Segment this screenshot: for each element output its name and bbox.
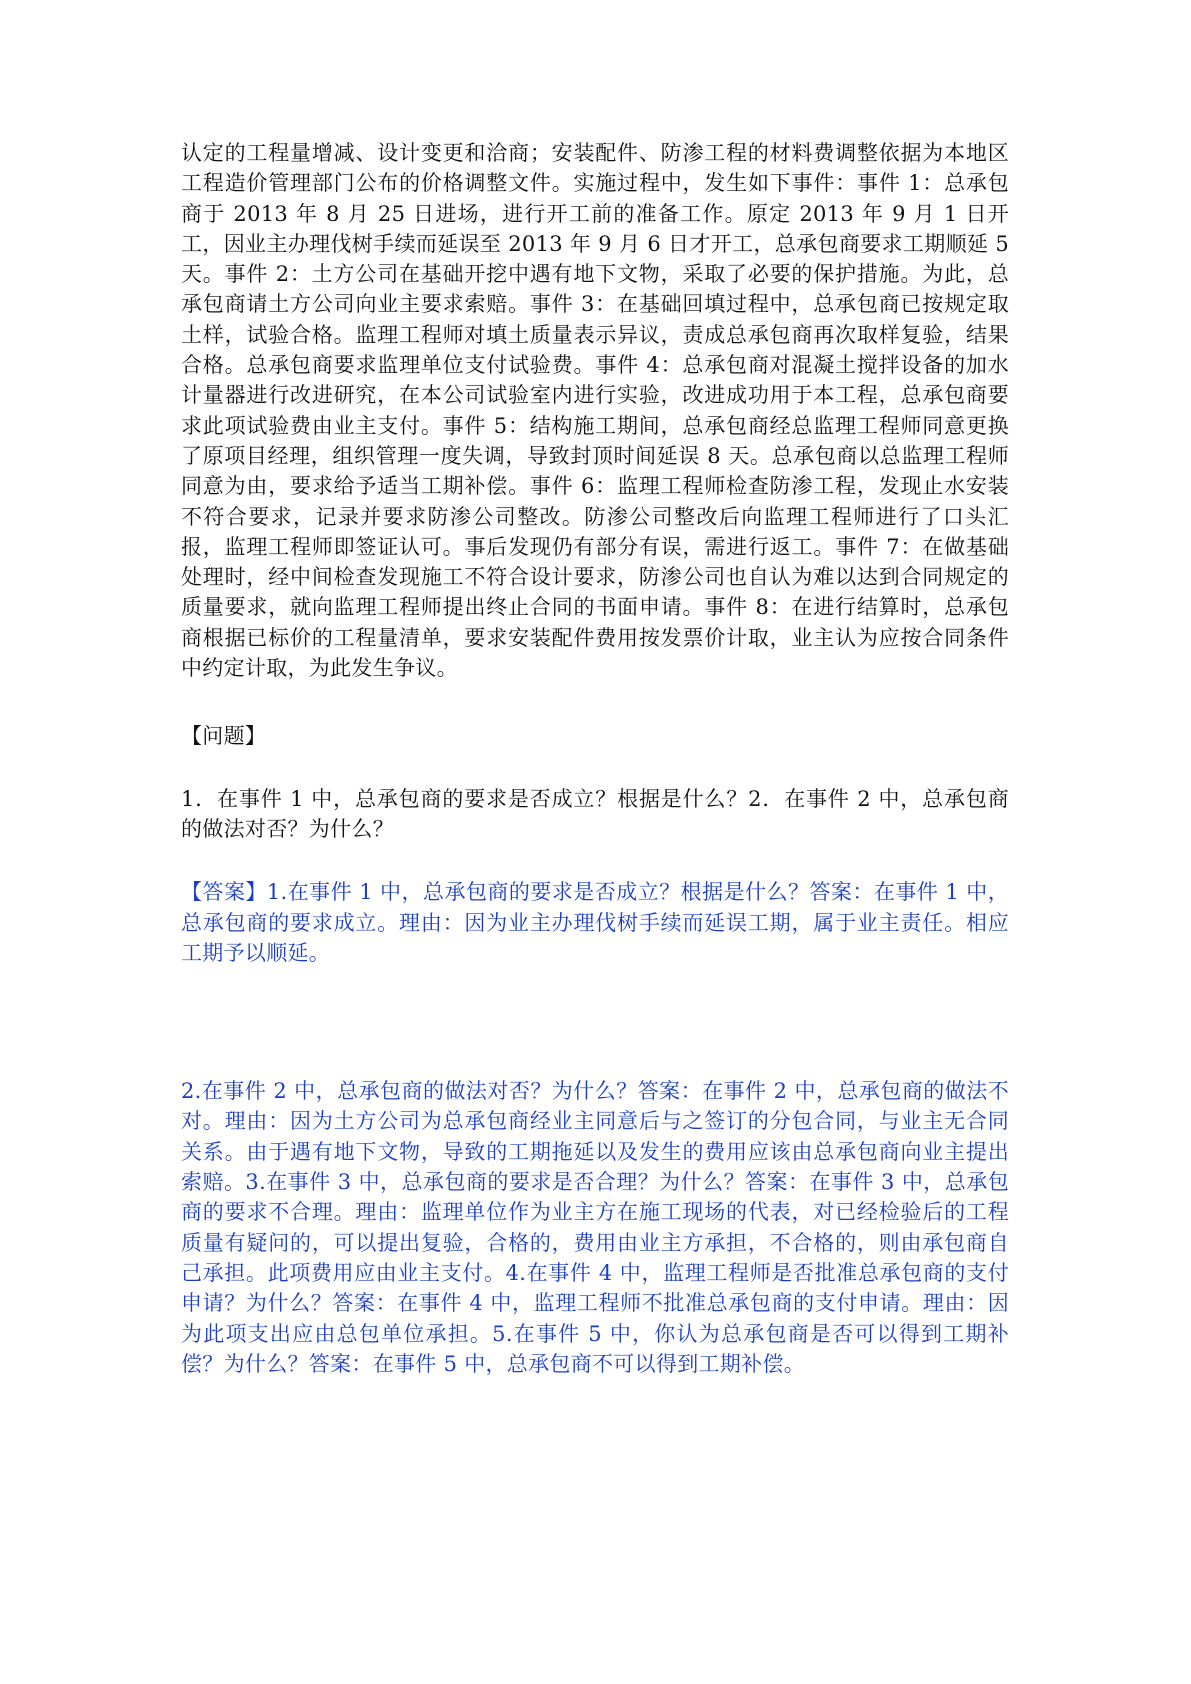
answer-paragraph-1 xyxy=(181,877,1009,968)
question-text: 1．在事件 1 中，总承包商的要求是否成立？根据是什么？2．在事件 2 中，总承包商的做法对否？为什么？ xyxy=(181,786,1009,841)
answer-1-text: 1.在事件 1 中，总承包商的要求是否成立？根据是什么？答案：在事件 1 中，总承包商的要求成立。理由：因为业主办理伐树手续而延误工期，属于业主责任。相应工期予以顺延。 xyxy=(181,880,1010,965)
answer-label: 【答案】 xyxy=(181,880,267,905)
document-page xyxy=(181,138,1009,1379)
case-description: 认定的工程量增减、设计变更和洽商；安装配件、防渗工程的材料费调整依据为本地区工程造价管理部门公布的价格调整文件。实施过程中，发生如下事件：事件 1：总承包商于 2013 年 8 月 25 日进场，进行开工前的准备工作。原定 2013 年 9 月 1 日开工，因业主办理伐树手续而延误至 2013 年 9 月 6 日才开工，总承包商要求工期顺延 5 天。事件 2：土方公司在基础开挖中遇有地下文物，采取了必要的保护措施。为此，总承包商请土方公司向业主要求索赔。事件 3：在基础回填过程中，总承包商已按规定取土样，试验合格。监理工程师对填土质量表示异议，责成总承包商再次取样复验，结果合格。总承包商要求监理单位支付试验费。事件 4：总承包商对混凝土搅拌设备的加水计量器进行改进研究，在本公司试验室内进行实验，改进成功用于本工程，总承包商要求此项试验费由业主支付。事件 5：结构施工期间，总承包商经总监理工程师同意更换了原项目经理，组织管理一度失调，导致封顶时间延误 8 天。总承包商以总监理工程师同意为由，要求给予适当工期补偿。事件 6：监理工程师检查防渗工程，发现止水安装不符合要求，记录并要求防渗公司整改。防渗公司整改后向监理工程师进行了口头汇报，监理工程师即签证认可。事后发现仍有部分有误，需进行返工。事件 7：在做基础处理时，经中间检查发现施工不符合设计要求，防渗公司也自认为难以达到合同规定的质量要求，就向监理工程师提出终止合同的书面申请。事件 8：在进行结算时，总承包商根据已标价的工程量清单，要求安装配件费用按发票价计取，业主认为应按合同条件中约定计取，为此发生争议。 xyxy=(181,141,1009,681)
answer-paragraph-2: 2.在事件 2 中，总承包商的做法对否？为什么？答案：在事件 2 中，总承包商的做法不对。理由：因为土方公司为总承包商经业主同意后与之签订的分包合同，与业主无合同关系。由于遇有地下文物，导致的工期拖延以及发生的费用应该由总承包商向业主提出索赔。3.在事件 3 中，总承包商的要求是否合理？为什么？答案：在事件 3 中，总承包商的要求不合理。理由：监理单位作为业主方在施工现场的代表，对已经检验后的工程质量有疑问的，可以提出复验，合格的，费用由业主方承担，不合格的，则由承包商自己承担。此项费用应由业主支付。4.在事件 4 中，监理工程师是否批准总承包商的支付申请？为什么？答案：在事件 4 中，监理工程师不批准总承包商的支付申请。理由：因为此项支出应由总包单位承担。5.在事件 5 中，你认为总承包商是否可以得到工期补偿？为什么？答案：在事件 5 中，总承包商不可以得到工期补偿。 xyxy=(181,1079,1009,1376)
question-heading: 【问题】 xyxy=(181,724,267,749)
